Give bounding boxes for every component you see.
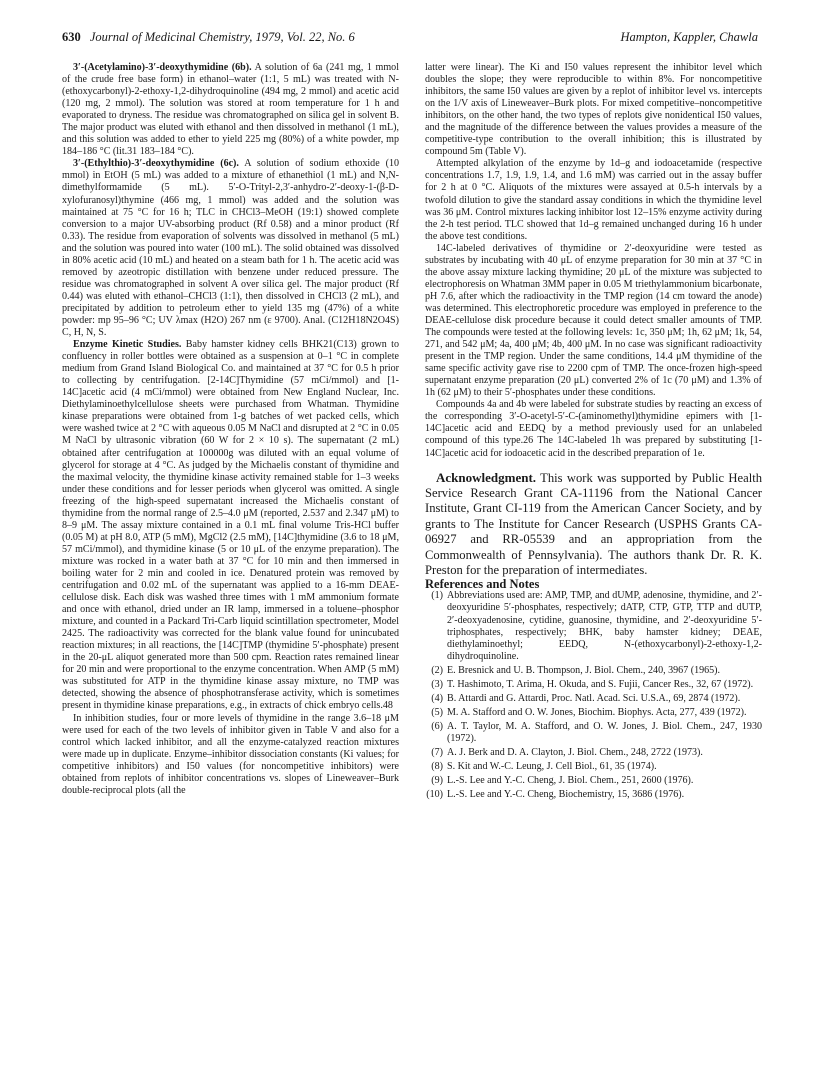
- header-authors: Hampton, Kappler, Chawla: [620, 30, 758, 44]
- references-list: [425, 590, 762, 801]
- body-6c: A solution of sodium ethoxide (10 mmol) in EtOH (5 mL) was added to a mixture of ethanethiol (1 mL) and N,N-dimethylformamide (5 mL). 5′-O-Trityl-2,3′-anhydro-2′-deoxy-1-(β-D-xylofuranosyl)thymine (466 mg, 1 mmol) was added and the solution was maintained at 75 °C for 16 h; TLC in CHCl3–MeOH (19:1) showed complete conversion to a major UV-absorbing product (Rf 0.58) and a minor product (Rf 0.33). The residue from evaporation of solvents was dissolved in methanol (5 mL) and the solution was poured into water (100 mL). The solid obtained was dissolved in 80% acetic acid (10 mL) and heated on a steam bath for 1 h. The acetic acid was removed by azeotropic distillation with benzene under reduced pressure. The residue was chromatographed in solvent A over silica gel. The major product (Rf 0.44) was eluted with ethanol–CHCl3 (1:1), then dissolved in CHCl3 (2 mL), and precipitated by addition to petroleum ether to yield 135 mg (47%) of a white powder: mp 95–96 °C; UV λmax (H2O) 267 nm (ε 9700). Anal. (C12H18N2O4S) C, H, N, S.: [62, 158, 399, 339]
- paragraph-alkylation: Attempted alkylation of the enzyme by 1d–g and iodoacetamide (respective concentrations 1.7, 1.9, 1.9, 1.4, and 1.6 mM) was carried out in the assay buffer for 2 h at 0 °C. Aliquots of the mixtures were assayed at 0.5-h intervals by a twofold dilution to give the standard assay conditions in which the thymidine level was 36 μM. Control mixtures lacking inhibitor lost 12–15% enzyme activity during the 2-h test period. TLC showed that 1d–g remained unchanged during 16 h under the above test conditions.: [425, 158, 762, 242]
- reference-item: [425, 679, 762, 691]
- paragraph-enzyme-kinetic: [62, 339, 399, 712]
- reference-text: A. J. Berk and D. A. Clayton, J. Biol. Chem., 248, 2722 (1973).: [447, 747, 703, 758]
- left-column: [62, 62, 399, 797]
- reference-number: (4): [431, 692, 443, 704]
- reference-item: [425, 721, 762, 745]
- reference-number: (10): [426, 789, 443, 801]
- page-number: 630: [62, 30, 81, 44]
- paragraph-6c: [62, 158, 399, 339]
- paragraph-inhibition: In inhibition studies, four or more levels of thymidine in the range 3.6–18 μM were used for each of the two levels of inhibitor given in Table V and also for a control which lacked inhibitor, and all the enzyme-catalyzed reaction mixtures were made up in duplicate. Enzyme–inhibitor dissociation constants (Ki values; for competitive inhibitors) and I50 values (for noncompetitive inhibitors) were obtained from replots of inhibitor concentrations vs. slopes of Lineweaver–Burk double-reciprocal plots (all the: [62, 712, 399, 796]
- reference-item: [425, 761, 762, 773]
- reference-number: (1): [431, 590, 443, 602]
- body-6b: A solution of 6a (241 mg, 1 mmol of the crude free base form) in ethanol–water (1:1, 5 mL) was treated with N-(ethoxycarbonyl)-2-ethoxy-1,2-dihydroquinoline (494 mg, 2 mmol) and acetic acid (120 mg, 2 mmol). The solution was stored at room temperature for 1 h and evaporated to dryness. The residue was chromatographed on silica gel in solvent B. The major product was eluted with ethanol and then dissolved in methanol (1 mL), and this solution was added to ether to yield 225 mg (80%) of a white powder, mp 184–186 °C (lit.31 183–184 °C).: [62, 62, 399, 158]
- reference-item: [425, 693, 762, 705]
- acknowledgment-heading: Acknowledgment.: [436, 469, 537, 485]
- paragraph-substrates: 14C-labeled derivatives of thymidine or 2′-deoxyuridine were tested as substrates by incubating with 40 μL of enzyme preparation for 30 min at 37 °C in the above assay mixture lacking thymidine; 20 μL of the mixture was subjected to electrophoresis on Whatman 3MM paper in 0.05 M triethylammonium bicarbonate, pH 7.6, after which the radioactivity in the TMP region (14 cm toward the anode) was determined. This electrophoretic procedure was employed in preference to the DEAE-cellulose disk procedure because it could detect smaller amounts of TMP. The compounds were tested at the following levels: 1c, 350 μM; 1h, 62 μM; 1k, 54, 271, and 542 μM; 4a, 400 μM; 4b, 400 μM. In no case was significant radioactivity present in the TMP region. Under the same conditions, 14.4 μM thymidine of the same specific activity gave rise to 2200 cpm of TMP. The once-frozen high-speed supernatant enzyme preparation (20 μL) converted 2% of 1c (70 μM) and 1.3% of 1h (62 μM) to their 5′-phosphates under these conditions.: [425, 242, 762, 399]
- reference-item: [425, 789, 762, 801]
- reference-item: [425, 775, 762, 787]
- heading-enzyme-kinetic: Enzyme Kinetic Studies.: [73, 339, 182, 351]
- reference-number: (9): [431, 775, 443, 787]
- journal-citation: Journal of Medicinal Chemistry, 1979, Vol. 22, No. 6: [89, 30, 355, 44]
- reference-number: (7): [431, 747, 443, 758]
- reference-number: (6): [431, 720, 443, 732]
- header-left: [62, 30, 355, 45]
- paragraph-continued: latter were linear). The Ki and I50 values represent the inhibitor level which doubles the slope; they were reproducible to within 8%. For noncompetitive inhibitors, the same I50 values are given by a replot of inhibitor level vs. intercepts on the 1/V axis of Lineweaver–Burk plots. For mixed competitive–noncompetitive inhibitors, on the other hand, the two types of replots give nonidentical I50 values, and the magnitude of the difference between the values provides a measure of the competitive-type contribution to the overall inhibition; this is illustrated by compound 5m (Table V).: [425, 62, 762, 158]
- acknowledgment-body: This work was supported by Public Health Service Research Grant CA-11196 from the National Cancer Institute, Grant CI-119 from the American Cancer Society, and by grants to The Institute for Cancer Research (USPHS Grants CA-06927 and RR-05539 and an appropriation from the Commonwealth of Pennsylvania). The authors thank Dr. R. K. Preston for the preparation of intermediates.: [425, 470, 763, 577]
- reference-text: E. Bresnick and U. B. Thompson, J. Biol. Chem., 240, 3967 (1965).: [447, 664, 721, 676]
- reference-text: M. A. Stafford and O. W. Jones, Biochim. Biophys. Acta, 277, 439 (1972).: [447, 706, 747, 718]
- paragraph-labeling: Compounds 4a and 4b were labeled for substrate studies by reacting an excess of the corresponding 3′-O-acetyl-5′-C-(aminomethyl)thymidine epimers with [1-14C]acetic acid and EEDQ by a method previously used for an unlabeled compound of this type.26 The 14C-labeled 1h was prepared by substituting [1-14C]acetic acid for iodoacetic acid in the described preparation of 1e.: [425, 399, 762, 459]
- reference-text: B. Attardi and G. Attardi, Proc. Natl. Acad. Sci. U.S.A., 69, 2874 (1972).: [447, 692, 741, 704]
- body-enzyme-kinetic: Baby hamster kidney cells BHK21(C13) grown to confluency in roller bottles were obtained as a suspension at 0–1 °C in complete medium from Grand Island Biological Co. and maintained at 37 °C for 0.5 h prior to collecting by centrifugation. [2-14C]Thymidine (57 mCi/mmol) and [1-14C]acetic acid (4 mCi/mmol) were obtained from New England Nuclear, Inc. Diethylaminoethylcellulose sheets were purchased from Whatman. Thymidine kinase preparations were obtained from 1-g batches of wet packed cells, which were washed twice at 2 °C with aqueous 0.05 M NaCl and disrupted at 2 °C in 0.05 M NaCl by ultrasonic vibration (60 W for 2 × 10 s). The supernatant (2 mL) obtained after centrifugation at 100000g was diluted with an equal volume of glycerol for storage at 4 °C. As judged by the Michaelis constant of thymidine and the maximal velocity, the thymidine kinase activity remained stable for 1–3 weeks under these conditions and for lesser periods when glycerol was omitted. A single freezing of the high-speed supernatant increased the Michaelis constant of thymidine from the normal range of 2.5–4.0 μM (reported, 2.537 and 2.347 μM) to 8–9 μM. The assay mixture contained in a 0.1 mL final volume Tris-HCl buffer (0.05 M) at pH 8.0, ATP (5 mM), MgCl2 (2.5 mM), [14C]thymidine (3.6 to 18 μM, 57 mCi/mmol), and thymidine kinase (5 or 10 μL of the enzyme preparation). The mixture was rocked in a water bath at 37 °C for 10 min and then immersed in boiling water for 2 min and cooled in ice. Denatured protein was removed by centrifugation and 0.02 mL of the supernatant was applied to a 16-mm DEAE-cellulose disk. Each disk was washed three times with 1 mM ammonium formate and once with ethanol, dried under an IR lamp, immersed in a toluene–phosphor mixture, and counted in a Packard Tri-Carb liquid scintillation spectrometer, Model 2425. The radioactivity was corrected for the blank value found for unincubated reaction mixtures; in all reactions, the [14C]TMP (thymidine 5′-phosphate) present in the 20-μL aliquot generated more than 500 cpm. Reaction rates remained linear for 20 min and were proportional to the enzyme concentration. When AMP (5 mM) was substituted for ATP in the thymidine kinase assay mixture, no TMP was detected, showing the absence of phosphotransferase activity, which is sometimes present in thymidine kinase preparations, e.g., in extracts of chick embryo cells.48: [62, 339, 400, 712]
- right-column: [425, 62, 762, 803]
- reference-text: A. T. Taylor, M. A. Stafford, and O. W. Jones, J. Biol. Chem., 247, 1930 (1972).: [447, 720, 762, 744]
- reference-item: [425, 747, 762, 759]
- reference-text: S. Kit and W.-C. Leung, J. Cell Biol., 61, 35 (1974).: [447, 761, 657, 773]
- reference-item: [425, 665, 762, 677]
- reference-item: [425, 707, 762, 719]
- reference-number: (3): [431, 678, 443, 690]
- reference-text: L.-S. Lee and Y.-C. Cheng, J. Biol. Chem., 251, 2600 (1976).: [447, 775, 694, 787]
- reference-number: (8): [431, 761, 443, 773]
- acknowledgment: [425, 470, 762, 579]
- reference-text: L.-S. Lee and Y.-C. Cheng, Biochemistry, 15, 3686 (1976).: [447, 789, 685, 801]
- running-header: [62, 30, 758, 48]
- reference-text: T. Hashimoto, T. Arima, H. Okuda, and S. Fujii, Cancer Res., 32, 67 (1972).: [447, 678, 754, 690]
- heading-6c: 3′-(Ethylthio)-3′-deoxythymidine (6c).: [73, 158, 239, 170]
- reference-item: [425, 590, 762, 662]
- paragraph-6b: [62, 62, 399, 158]
- reference-text: Abbreviations used are: AMP, TMP, and dUMP, adenosine, thymidine, and 2′-deoxyuridine 5′-phosphates, respectively; dATP, CTP, GTP, TTP and dUTP, 2′-deoxyadenosine, cytidine, guanosine, thymidine, and 2′-deoxyuridine 5′-triphosphates, respectively; BHK, baby hamster kidney; DEAE, diethylaminoethyl; EEDQ, N-(ethoxycarbonyl)-2-ethoxy-1,2-dihydroquinoline.: [447, 590, 762, 662]
- reference-number: (2): [431, 664, 443, 676]
- references-heading: References and Notes: [425, 577, 540, 592]
- heading-6b: 3′-(Acetylamino)-3′-deoxythymidine (6b).: [73, 62, 252, 73]
- reference-number: (5): [431, 706, 443, 718]
